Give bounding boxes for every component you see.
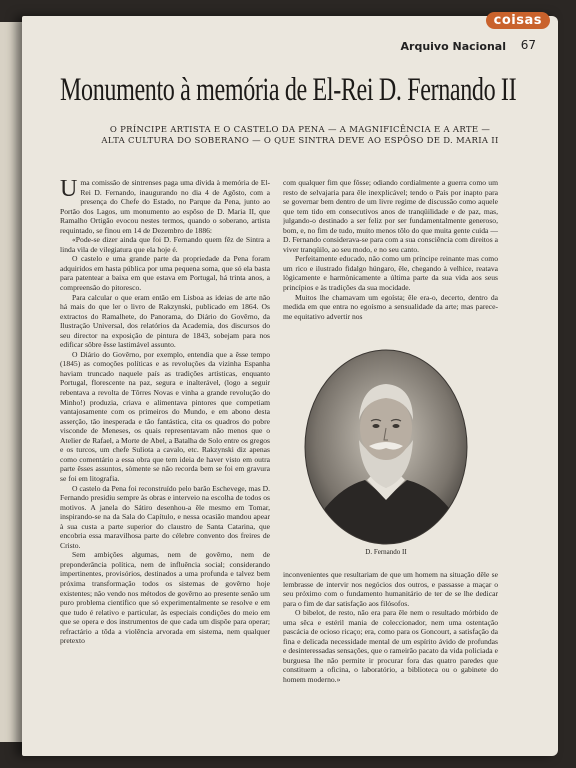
paragraph: O castelo da Pena foi reconstruído pelo barão Eschevege, mas D. Fernando presidiu sempre às obras e interveio na escolha de todos os motivos. A janela do Sátiro desenhou-a êle mesmo em Tomar, inspirando-se na da Sala do Capítulo, e nessa ocasião mandou apear à sua custa a parte superior do claustro de Santa Catarina, que encobria essa maravilhosa parte do célebre convento dos freires de Cristo. <box>60 483 270 550</box>
running-head: Arquivo Nacional <box>400 40 506 53</box>
paragraph: O castelo e uma grande parte da propriedade da Pena foram adquiridos em hasta pública por uma pequena soma, que só ela basta para patentear a baixa em que estava em Portugal, há trinta anos, a compreensão do pitoresco. <box>60 254 270 293</box>
drop-cap: U <box>60 178 78 202</box>
paragraph: «Pode-se dizer ainda que foi D. Fernando quem fêz de Sintra a linda vila de vilegiatura que ela hoje é. <box>60 235 270 254</box>
watermark-logo: coisas <box>486 12 550 29</box>
article-title: Monumento à memória de El-Rei D. Fernando II <box>60 72 517 108</box>
paragraph: Para calcular o que eram então em Lisboa as ideias de arte não há mais do que ler o livro de Rakzynski, publicado em 1864. Os extractos do Ramalhete, do Panorama, do Diário do Govêrno, da Ilustração Universal, dos relatórios da Academia, dos discursos do seu director na exposição de pintura de 1843, sobejam para nos edificar sôbre êsse lastimável assunto. <box>60 292 270 350</box>
paragraph: Muitos lhe chamavam um egoísta; êle era-o, decerto, dentro da medida em que entra no egoísmo a sensualidade da arte; mas parece-me equitativo advertir nos <box>283 292 498 321</box>
left-column <box>60 178 270 723</box>
portrait-caption: D. Fernando II <box>365 548 407 556</box>
right-column-bottom <box>283 570 498 720</box>
paragraph: Sem ambições algumas, nem de govêrno, nem de preponderância política, nem de influência social; considerando impertinentes, provisórios, destinados a uma profunda e talvez bem próxima transformação todos os sistemas de govêrno hoje existentes; não vendo nos métodos de govêrno ao presente senão um puro problema científico que só experimentalmente se resolve e em que tudo é relativo e particular, às especiais condições do meio em que se opera e dos instrumentos de que cada um dispõe para operar; refractário a tôda a violência arvorada em sistema, nem qualquer pretexto <box>60 550 270 646</box>
article-subtitle: O PRÍNCIPE ARTISTA E O CASTELO DA PENA — A MAGNIFICÊNCIA E A ARTE — ALTA CULTURA DO SOBERANO — O QUE SINTRA DEVE AO ESPÔSO DE D. MARIA II <box>101 125 499 146</box>
portrait-image <box>303 348 469 546</box>
right-column-top <box>283 178 498 348</box>
paragraph: O bibelot, de resto, não era para êle nem o resultado mórbido de uma sêca e estéril mania de coleccionador, nem uma ostentação pascácia de ocioso ricaço; era, como para os Goncourt, a satisfação da fina e delicada necessidade mental de um espírito ávido de profundas e desinteressadas sensações, que o rameirão pacato da vida policiada e burguesa lhe não permite ir procurar fora das quatro paredes que constituem a oficina, o laboratório, a biblioteca ou o gabinete do homem moderno.» <box>283 608 498 685</box>
paragraph: O Diário do Govêrno, por exemplo, entendia que a êsse tempo (1845) as comoções políticas e as revoluções da vizinha Espanha haviam truncado naquele país as tradições artísticas, enquanto Portugal, florescente na paz, segura e inalterável, (logo a seguir rebentava a revolta de Tôrres Novas e vinha a grande revolução do Minho!) produzia, criava e alimentava pintores que competiam vantajosamente com os primeiros do Mundo, e em abono desta asserção, tão inesperada e tão fantástica, cita os quadros do pobre visconde de Meneses, os quais representavam não menos que o Atelier de Rafael, a Morte de Abel, a Batalha de Solo entre os gregos e os turcos, um chefe Suliota a cavalo, etc. Rakzynski diz apenas como comentário a essa obra que tem ideia de haver visto em outra parte êsses assuntos, sòmente se não recorda bem se foi em gravura se foi em litografia. <box>60 349 270 483</box>
paragraph: Perfeitamente educado, não como um príncipe reinante mas como um rico e ilustrado fidalgo húngaro, êle, chegando à velhice, reatava lògicamente e harmònicamente a última parte da sua vida aos seus princípios e às tradições da sua mocidade. <box>283 254 498 293</box>
page-number: 67 <box>520 38 536 52</box>
paragraph: com qualquer fim que fôsse; odiando cordialmente a guerra como um resto de selvajaria para êle inexplicável; tendo o País por inapto para se governar bem dentro de um livre regime de discussão como aquele que tem tido em consecutivos anos de tranqüilidade e de paz, mas, julgando-o destinado a ser feliz por ser fundamentalmente generoso, bom, e, no fim de tudo, muito menos tôlo do que muita gente cuida — D. Fernando considerava-se para com a sua consciência com direitos a viver tranqüilo, ao seu modo, e no seu canto. <box>283 178 498 254</box>
paragraph: Uma comissão de sintrenses paga uma dívida à memória de El-Rei D. Fernando, inaugurando no dia 4 de Agôsto, com a presença do Chefe do Estado, no Parque da Pena, junto ao Portão dos Lagos, um monumento ao espôso de D. Maria II, que Ramalho Ortigão evocou nestes termos, quando o soberano, artista requintado, se finou em 14 de Dezembro de 1886: <box>60 178 270 235</box>
paragraph: inconvenientes que resultariam de que um homem na situação dêle se lembrasse de intervir nos negócios dos outros, e passasse a maçar o seu próximo com o fundamento humanitário de ter de se lhe dedicar para o fim de dar satisfação aos filósofos. <box>283 570 498 608</box>
